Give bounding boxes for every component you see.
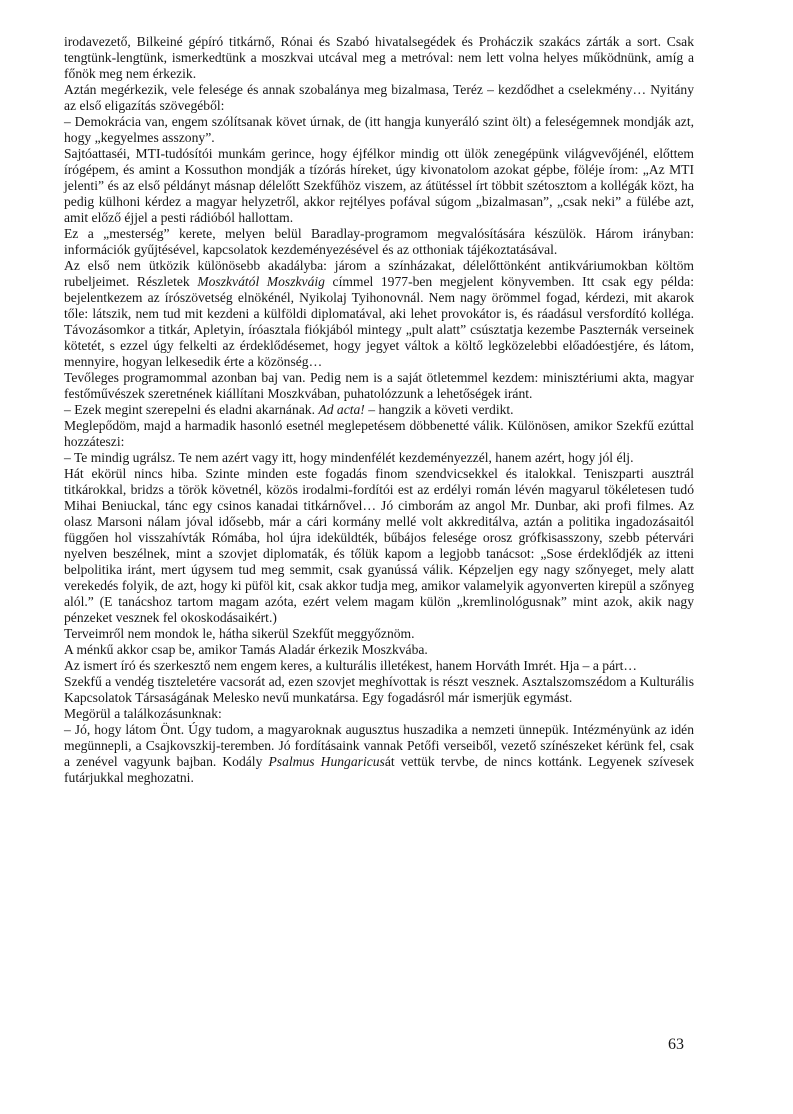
- paragraph: [64, 114, 694, 146]
- text-run: Ez a „mesterség” kerete, melyen belül Baradlay-programom megvalósítására készülök. Három irányban: információk gyűjtésével, kapcsolatok kezdeményezésével és az otthoniak tájékoztatásával.: [64, 226, 694, 257]
- italic-title: Psalmus Hungaricus: [268, 754, 385, 769]
- paragraph: [64, 450, 694, 466]
- text-run: Sajtóattaséi, MTI-tudósítói munkám gerince, hogy éjfélkor mindig ott ülök zenegépünk világvevőjénél, előttem írógépem, és amint a Kossuthon mondják a tízórás híreket, úgy kivonatolom azokat gépbe, föléje írom: „Az MTI jelenti” és az első példányt másnap délelőtt Szekfűhöz viszem, az átütéssel írt többit szétosztom a kollégák közt, ha pedig külhoni kérdez a magyar helyzetről, akkor rejtélyes pofával súgom „bizalmasan”, „csak neki” a fülébe azt, amit előző éjjel a pesti rádióból hallottam.: [64, 146, 694, 225]
- text-run: címmel 1977-ben megjelent könyvemben. Itt csak egy példa: bejelentkezem az írószövetség elnökénél, Nyikolaj Tyihonovnál. Nem nagy örömmel fogad, kérdezi, mit akarok tőle: látszik, nem tud mit kezdeni a külföldi diplomatával, aki lehet provokátor is, és ráadásul versfordító kolléga. Távozásomkor a titkár, Apletyin, íróasztala fiókjából mintegy „pult alatt” csúsztatja kezembe Paszternák verseinek kötetét, s ezzel úgy felkelti az érdeklődésemet, hogy jegyet váltok a költő legközelebbi előadóestjére, és látom, mennyire, hogyan lelkesedik érte a közönség…: [64, 274, 694, 369]
- text-run: – Jó, hogy látom Önt. Úgy tudom, a magyaroknak augusztus huszadika a nemzeti ünnepük. Intézményünk az idén megünnepli, a Csajkovszkij-teremben. Jó fordításaink vannak Petőfi verseiből, vezető színészeket kérünk fel, csak a zenével vagyunk bajban. Kodály: [64, 722, 694, 769]
- italic-title: Ad acta!: [318, 402, 365, 417]
- paragraph: [64, 674, 694, 706]
- paragraph: [64, 82, 694, 114]
- paragraph: [64, 258, 694, 370]
- text-run: Megörül a találkozásunknak:: [64, 706, 222, 721]
- paragraph: [64, 722, 694, 786]
- paragraph: [64, 370, 694, 402]
- paragraph: [64, 418, 694, 450]
- text-run: – hangzik a követi verdikt.: [364, 402, 514, 417]
- page-number: 63: [668, 1036, 684, 1053]
- paragraph: [64, 466, 694, 626]
- paragraph: [64, 658, 694, 674]
- text-run: Aztán megérkezik, vele felesége és annak szobalánya meg bizalmasa, Teréz – kezdődhet a cselekmény… Nyitány az első eligazítás szövegéből:: [64, 82, 694, 113]
- paragraph: [64, 642, 694, 658]
- italic-title: Moszkvától Moszkváig: [197, 274, 325, 289]
- paragraph: [64, 34, 694, 82]
- text-run: Meglepődöm, majd a harmadik hasonló esetnél meglepetésem döbbenetté válik. Különösen, amikor Szekfű ezúttal hozzáteszi:: [64, 418, 694, 449]
- text-run: A ménkű akkor csap be, amikor Tamás Aladár érkezik Moszkvába.: [64, 642, 428, 657]
- text-run: Terveimről nem mondok le, hátha sikerül Szekfűt meggyőznöm.: [64, 626, 415, 641]
- text-run: Szekfű a vendég tiszteletére vacsorát ad, ezen szovjet meghívottak is részt vesznek. Asztalszomszédom a Kulturális Kapcsolatok Társaságának Melesko nevű munkatársa. Egy fogadásról már ismerjük egymást.: [64, 674, 694, 705]
- paragraph: [64, 402, 694, 418]
- paragraph: [64, 226, 694, 258]
- text-run: Hát ekörül nincs hiba. Szinte minden este fogadás finom szendvicsekkel és italokkal. Teniszparti ausztrál titkárokkal, bridzs a török követnél, közös irodalmi-fordítói est az erdélyi román lévén magyarul tökéletesen tudó Mihai Beniuckal, tánc egy csinos kanadai titkárnővel… Jó cimborám az angol Mr. Dunbar, aki profi filmes. Az olasz Marsoni nálam jóval idősebb, már a cári kormány mellé volt akkreditálva, aztán a politika ingadozásaitól függően hol visszahívták Rómába, hol újra ideküldték, bűbájos felesége orosz grófkisasszony, szebb pétervári nyelven beszélnek, mint a szovjet diplomaták, és tőlük kapom a legjobb tanácsot: „Sose érdeklődjék az itteni belpolitika iránt, mert úgysem tud meg semmit, csak gyanússá válik. Képzeljen egy nagy szőnyeget, mely alatt verekedés folyik, de azt, hogy ki püföl kit, csak akkor tudja meg, amikor valamelyik agyonverten kirepül a szőnyeg alól.” (E tanácshoz tartom magam azóta, ezért velem magam külön „kremlinológusnak” mint azok, akik nagy pénzeket vesznek fel okoskodásaikért.): [64, 466, 694, 625]
- text-run: irodavezető, Bilkeiné gépíró titkárnő, Rónai és Szabó hivatalsegédek és Proháczik szakács zárták a sort. Csak tengtünk-lengtünk, ismerkedtünk a moszkvai utcával meg a metróval: nem lett volna helyes működnünk, amíg a főnök meg nem érkezik.: [64, 34, 694, 81]
- text-run: át vettük tervbe, de nincs kottánk. Legyenek szívesek futárjukkal meghozatni.: [64, 754, 694, 785]
- text-run: Tevőleges programommal azonban baj van. Pedig nem is a saját ötletemmel kezdem: minisztériumi akta, magyar festőművészek szeretnének kiállítani Moszkvában, puhatolózzunk a lehetőségek iránt.: [64, 370, 694, 401]
- text-run: – Ezek megint szerepelni és eladni akarnának.: [64, 402, 319, 417]
- text-run: – Te mindig ugrálsz. Te nem azért vagy itt, hogy mindenfélét kezdeményezzél, hanem azért, hogy jól élj.: [64, 450, 634, 465]
- text-run: – Demokrácia van, engem szólítsanak követ úrnak, de (itt hangja kunyeráló szint ölt) a feleségemnek mondják azt, hogy „kegyelmes asszony”.: [64, 114, 694, 145]
- paragraph: [64, 146, 694, 226]
- text-body: [64, 34, 694, 786]
- paragraph: [64, 706, 694, 722]
- text-run: Az első nem ütközik különösebb akadályba: járom a színházakat, délelőttönként antikváriumokban költöm rubeljeimet. Részletek: [64, 258, 694, 289]
- paragraph: [64, 626, 694, 642]
- text-run: Az ismert író és szerkesztő nem engem keres, a kulturális illetékest, hanem Horváth Imrét. Hja – a párt…: [64, 658, 638, 673]
